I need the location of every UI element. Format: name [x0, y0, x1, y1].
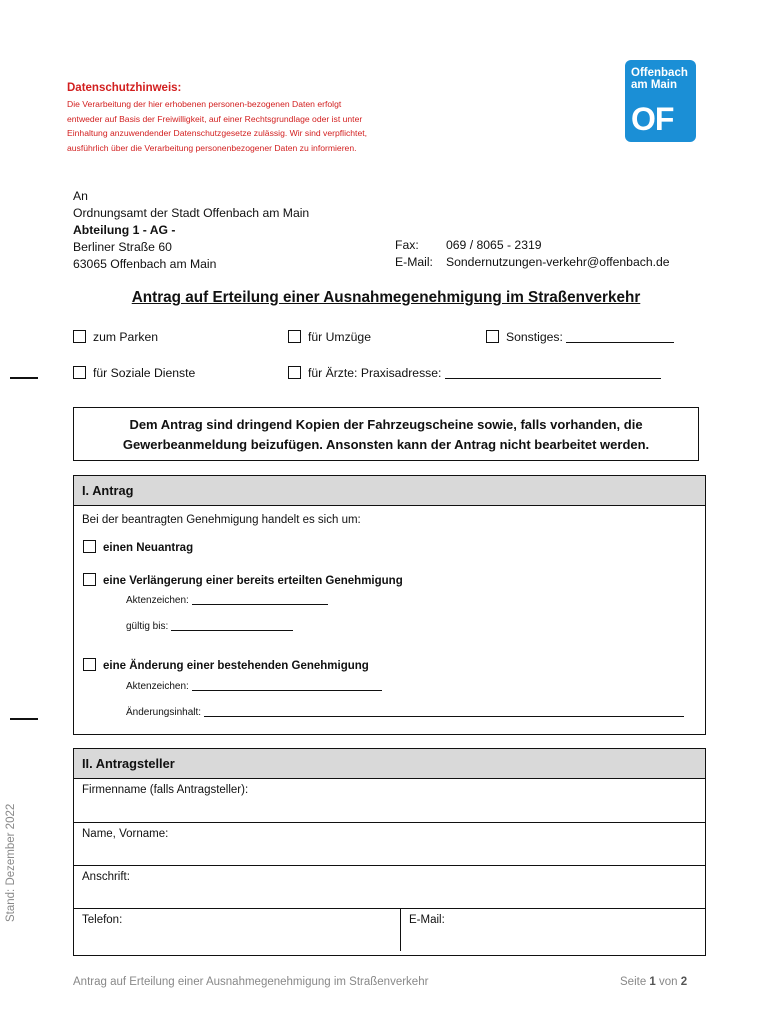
company-field[interactable] [74, 779, 705, 822]
email-label: E-Mail: [395, 255, 433, 269]
revision-note: Stand: Dezember 2022 [5, 803, 17, 922]
privacy-line: Die Verarbeitung der hier erhobenen personen-bezogenen Daten erfolgt [67, 99, 342, 109]
section-applicant [73, 748, 706, 956]
section1-intro: Bei der beantragten Genehmigung handelt es sich um: [82, 514, 361, 526]
option-parking [73, 330, 158, 344]
file-no-label: Aktenzeichen: [126, 595, 189, 606]
privacy-line: Einhaltung anzuwendender Datenschutzgesetze zulässig. Wir sind verpflichtet, [67, 128, 367, 139]
change-checkbox[interactable] [83, 658, 96, 671]
moving-label: für Umzüge [308, 330, 371, 344]
address-city: 63065 Offenbach am Main [73, 257, 217, 271]
contact-info [395, 237, 670, 271]
name-label: Name, Vorname: [82, 828, 169, 840]
privacy-line: entweder auf Basis der Freiwilligkeit, auf einer Rechtsgrundlage oder ist unter [67, 113, 363, 124]
notice-line: Dem Antrag sind dringend Kopien der Fahrzeugscheine sowie, falls vorhanden, die [129, 417, 643, 432]
recipient-address [73, 188, 309, 273]
section2-heading: II. Antragsteller [74, 749, 705, 779]
extension-valid-until [126, 621, 293, 632]
extension-label: eine Verlängerung einer bereits erteilten Genehmigung [103, 575, 403, 587]
phone-field[interactable] [74, 909, 401, 951]
logo-text [631, 67, 688, 91]
extension-checkbox[interactable] [83, 573, 96, 586]
option-new [83, 540, 193, 554]
change-content [126, 707, 684, 718]
offenbach-logo [625, 60, 696, 142]
address-street: Berliner Straße 60 [73, 240, 172, 254]
privacy-title: Datenschutzhinweis: [67, 82, 182, 94]
address-department: Abteilung 1 - AG - [73, 223, 176, 237]
option-other [486, 330, 674, 344]
doctors-checkbox[interactable] [288, 366, 301, 379]
change-content-label: Änderungsinhalt: [126, 707, 202, 718]
change-label: eine Änderung einer bestehenden Genehmigung [103, 660, 369, 672]
total-pages: 2 [680, 976, 688, 988]
extension-file-no [126, 595, 328, 606]
valid-until-field[interactable] [171, 630, 293, 631]
form-title: Antrag auf Erteilung einer Ausnahmegenehmigung im Straßenverkehr [131, 289, 641, 306]
section-application [73, 475, 706, 735]
applicant-email-field[interactable] [401, 909, 453, 951]
email-address: Sondernutzungen-verkehr@offenbach.de [446, 255, 670, 269]
page-mid: von [659, 976, 678, 988]
option-social [73, 366, 195, 380]
practice-address-field[interactable] [445, 378, 661, 379]
change-content-field[interactable] [204, 716, 684, 717]
other-label: Sonstiges: [506, 330, 563, 344]
fax-label: Fax: [395, 238, 419, 252]
parking-label: zum Parken [93, 330, 159, 344]
fold-mark [10, 718, 38, 720]
page-number [620, 976, 687, 988]
fax-number: 069 / 8065 - 2319 [446, 238, 542, 252]
phone-label: Telefon: [82, 914, 123, 926]
logo-line2: am Main [631, 79, 678, 91]
privacy-line: ausführlich über die Verarbeitung personenbezogener Daten zu informieren. [67, 142, 357, 153]
fax-row [395, 237, 670, 254]
address-field[interactable] [74, 865, 705, 908]
notice-box [73, 407, 699, 461]
new-checkbox[interactable] [83, 540, 96, 553]
file-no-field[interactable] [192, 604, 328, 605]
phone-email-row [74, 908, 705, 951]
file-no-label2: Aktenzeichen: [126, 681, 189, 692]
privacy-text [67, 97, 439, 155]
social-checkbox[interactable] [73, 366, 86, 379]
page-prefix: Seite [620, 976, 647, 988]
valid-until-label: gültig bis: [126, 621, 169, 632]
address-to: An [73, 189, 88, 203]
section1-heading: I. Antrag [74, 476, 705, 506]
logo-mark: OF [631, 101, 674, 137]
file-no-field2[interactable] [192, 690, 382, 691]
notice-line: Gewerbeanmeldung beizufügen. Ansonsten kann der Antrag nicht bearbeitet werden. [122, 437, 650, 452]
option-change [83, 658, 369, 672]
name-field[interactable] [74, 822, 705, 865]
new-label: einen Neuantrag [103, 542, 194, 554]
address-label: Anschrift: [82, 871, 130, 883]
fold-mark [10, 377, 38, 379]
other-field[interactable] [566, 342, 674, 343]
logo-line1: Offenbach [631, 67, 688, 79]
option-moving [288, 330, 371, 344]
address-office: Ordnungsamt der Stadt Offenbach am Main [73, 206, 310, 220]
company-label: Firmenname (falls Antragsteller): [82, 784, 249, 796]
applicant-email-label: E-Mail: [409, 914, 445, 926]
change-file-no [126, 681, 382, 692]
option-extension [83, 573, 403, 587]
other-checkbox[interactable] [486, 330, 499, 343]
footer-title: Antrag auf Erteilung einer Ausnahmegenehmigung im Straßenverkehr [73, 976, 429, 988]
parking-checkbox[interactable] [73, 330, 86, 343]
social-label: für Soziale Dienste [93, 366, 196, 380]
current-page: 1 [649, 976, 656, 988]
option-doctors [288, 366, 661, 380]
doctors-label: für Ärzte: Praxisadresse: [308, 366, 442, 380]
moving-checkbox[interactable] [288, 330, 301, 343]
email-row [395, 254, 670, 271]
